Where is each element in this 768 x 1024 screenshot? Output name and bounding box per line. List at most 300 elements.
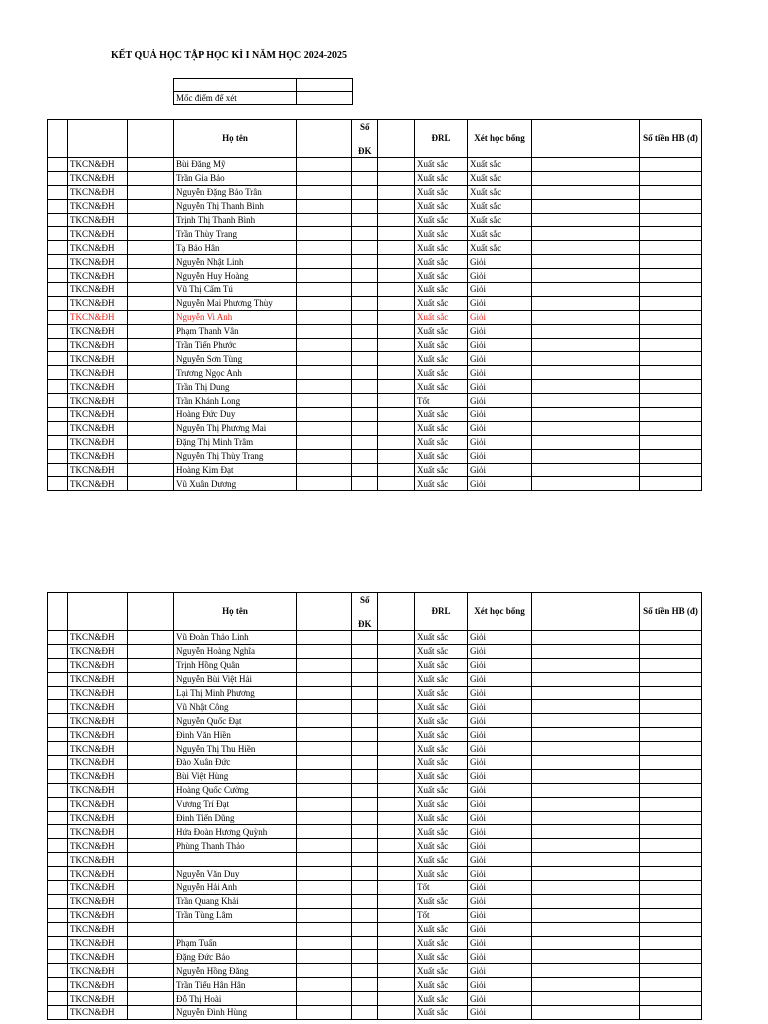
- row-blank-cell: [128, 658, 174, 672]
- row-blank-cell: [532, 185, 640, 199]
- row-blank-cell: [378, 338, 415, 352]
- row-blank-cell: [378, 978, 415, 992]
- sodk-cell: [352, 936, 378, 950]
- row-blank-cell: [297, 435, 352, 449]
- unit-cell: TKCN&ĐH: [68, 700, 128, 714]
- row-blank-cell: [532, 700, 640, 714]
- unit-cell: TKCN&ĐH: [68, 908, 128, 922]
- amount-cell: [640, 881, 702, 895]
- scholarship-cell: Giỏi: [468, 380, 532, 394]
- row-blank-cell: [297, 742, 352, 756]
- amount-cell: [640, 686, 702, 700]
- header-drl: ĐRL: [415, 120, 468, 158]
- table-row: [48, 255, 702, 269]
- row-blank-cell: [378, 853, 415, 867]
- amount-cell: [640, 742, 702, 756]
- scholarship-cell: Giỏi: [468, 881, 532, 895]
- row-blank-cell: [532, 394, 640, 408]
- drl-cell: Xuất sắc: [415, 992, 468, 1006]
- name-cell: Nguyễn Đặng Bảo Trân: [174, 185, 297, 199]
- sodk-cell: [352, 477, 378, 491]
- row-blank-cell: [297, 853, 352, 867]
- row-blank-cell: [128, 255, 174, 269]
- table-row: [48, 435, 702, 449]
- row-blank-cell: [378, 310, 415, 324]
- row-blank-cell: [378, 199, 415, 213]
- row-blank-cell: [48, 408, 68, 422]
- unit-cell: TKCN&ĐH: [68, 394, 128, 408]
- drl-cell: Tốt: [415, 908, 468, 922]
- row-blank-cell: [297, 185, 352, 199]
- scholarship-cell: Giỏi: [468, 964, 532, 978]
- unit-cell: TKCN&ĐH: [68, 241, 128, 255]
- sodk-cell: [352, 881, 378, 895]
- row-blank-cell: [532, 936, 640, 950]
- unit-cell: TKCN&ĐH: [68, 728, 128, 742]
- row-blank-cell: [532, 825, 640, 839]
- row-blank-cell: [48, 978, 68, 992]
- row-blank-cell: [297, 825, 352, 839]
- drl-cell: Xuất sắc: [415, 672, 468, 686]
- row-blank-cell: [297, 171, 352, 185]
- name-cell: [174, 853, 297, 867]
- name-cell: Tạ Bảo Hân: [174, 241, 297, 255]
- drl-cell: Xuất sắc: [415, 241, 468, 255]
- drl-cell: Xuất sắc: [415, 950, 468, 964]
- row-blank-cell: [128, 894, 174, 908]
- scholarship-cell: Giỏi: [468, 1006, 532, 1020]
- unit-cell: TKCN&ĐH: [68, 338, 128, 352]
- scholarship-cell: Giỏi: [468, 978, 532, 992]
- name-cell: Trần Thùy Trang: [174, 227, 297, 241]
- row-blank-cell: [378, 352, 415, 366]
- row-blank-cell: [48, 769, 68, 783]
- unit-cell: TKCN&ĐH: [68, 199, 128, 213]
- row-blank-cell: [378, 867, 415, 881]
- scholarship-cell: Xuất sắc: [468, 185, 532, 199]
- scholarship-cell: Giỏi: [468, 477, 532, 491]
- row-blank-cell: [532, 241, 640, 255]
- row-blank-cell: [297, 449, 352, 463]
- amount-cell: [640, 185, 702, 199]
- row-blank-cell: [532, 992, 640, 1006]
- amount-cell: [640, 1006, 702, 1020]
- row-blank-cell: [378, 686, 415, 700]
- unit-cell: TKCN&ĐH: [68, 366, 128, 380]
- row-blank-cell: [128, 352, 174, 366]
- page-title: KẾT QUẢ HỌC TẬP HỌC KÌ I NĂM HỌC 2024-2025: [111, 50, 348, 61]
- row-blank-cell: [378, 964, 415, 978]
- row-blank-cell: [297, 644, 352, 658]
- row-blank-cell: [297, 241, 352, 255]
- name-cell: Nguyễn Thị Thanh Bình: [174, 199, 297, 213]
- row-blank-cell: [48, 728, 68, 742]
- name-cell: Vũ Xuân Dương: [174, 477, 297, 491]
- unit-cell: TKCN&ĐH: [68, 227, 128, 241]
- row-blank-cell: [297, 839, 352, 853]
- row-blank-cell: [128, 380, 174, 394]
- amount-cell: [640, 700, 702, 714]
- row-blank-cell: [378, 783, 415, 797]
- row-blank-cell: [378, 894, 415, 908]
- sodk-cell: [352, 296, 378, 310]
- row-blank-cell: [48, 366, 68, 380]
- unit-cell: TKCN&ĐH: [68, 825, 128, 839]
- sodk-cell: [352, 978, 378, 992]
- table-row: [48, 394, 702, 408]
- row-blank-cell: [128, 324, 174, 338]
- row-blank-cell: [378, 756, 415, 770]
- row-blank-cell: [378, 421, 415, 435]
- table-row: [48, 908, 702, 922]
- table-row: [48, 380, 702, 394]
- table-row: [48, 324, 702, 338]
- row-blank-cell: [48, 936, 68, 950]
- scholarship-cell: Giỏi: [468, 992, 532, 1006]
- row-blank-cell: [532, 477, 640, 491]
- drl-cell: Xuất sắc: [415, 435, 468, 449]
- amount-cell: [640, 853, 702, 867]
- table-row: [48, 213, 702, 227]
- amount-cell: [640, 449, 702, 463]
- drl-cell: Xuất sắc: [415, 644, 468, 658]
- scholarship-cell: Giỏi: [468, 811, 532, 825]
- row-blank-cell: [532, 269, 640, 283]
- header-amount: Số tiền HB (đ): [640, 593, 702, 631]
- amount-cell: [640, 324, 702, 338]
- row-blank-cell: [297, 324, 352, 338]
- row-blank-cell: [48, 199, 68, 213]
- row-blank-cell: [378, 241, 415, 255]
- scholarship-cell: Giỏi: [468, 922, 532, 936]
- row-blank-cell: [532, 978, 640, 992]
- scholarship-cell: Giỏi: [468, 463, 532, 477]
- row-blank-cell: [48, 241, 68, 255]
- name-cell: Trương Ngọc Anh: [174, 366, 297, 380]
- unit-cell: TKCN&ĐH: [68, 310, 128, 324]
- drl-cell: Xuất sắc: [415, 463, 468, 477]
- sodk-cell: [352, 894, 378, 908]
- row-blank-cell: [297, 199, 352, 213]
- table-row: [48, 728, 702, 742]
- header-sodk-bottom: ĐK: [358, 619, 372, 629]
- unit-cell: TKCN&ĐH: [68, 853, 128, 867]
- scholarship-cell: Giỏi: [468, 756, 532, 770]
- header-blank: [532, 120, 640, 158]
- table-row: [48, 742, 702, 756]
- scholarship-cell: Giỏi: [468, 449, 532, 463]
- header-sodk: [352, 593, 378, 631]
- name-cell: Phùng Thanh Thảo: [174, 839, 297, 853]
- scholarship-cell: Giỏi: [468, 658, 532, 672]
- table-row: [48, 714, 702, 728]
- amount-cell: [640, 199, 702, 213]
- table-row: [48, 408, 702, 422]
- name-cell: Phạm Thanh Vân: [174, 324, 297, 338]
- row-blank-cell: [532, 380, 640, 394]
- scholarship-cell: Giỏi: [468, 825, 532, 839]
- table-row: [48, 1006, 702, 1020]
- table-row: [48, 658, 702, 672]
- sodk-cell: [352, 783, 378, 797]
- table-row: [48, 227, 702, 241]
- row-blank-cell: [48, 811, 68, 825]
- name-cell: Bùi Đăng Mỹ: [174, 158, 297, 172]
- threshold-row-blank: [174, 79, 353, 92]
- header-blank: [297, 120, 352, 158]
- amount-cell: [640, 171, 702, 185]
- name-cell: Trần Thị Dung: [174, 380, 297, 394]
- row-blank-cell: [378, 1006, 415, 1020]
- scholarship-cell: Giỏi: [468, 936, 532, 950]
- row-blank-cell: [532, 421, 640, 435]
- scholarship-cell: Giỏi: [468, 867, 532, 881]
- row-blank-cell: [48, 283, 68, 297]
- amount-cell: [640, 950, 702, 964]
- row-blank-cell: [48, 867, 68, 881]
- row-blank-cell: [532, 199, 640, 213]
- unit-cell: TKCN&ĐH: [68, 283, 128, 297]
- row-blank-cell: [297, 380, 352, 394]
- sodk-cell: [352, 366, 378, 380]
- row-blank-cell: [378, 936, 415, 950]
- row-blank-cell: [378, 435, 415, 449]
- scholarship-cell: Giỏi: [468, 352, 532, 366]
- row-blank-cell: [128, 797, 174, 811]
- sodk-cell: [352, 449, 378, 463]
- amount-cell: [640, 769, 702, 783]
- sodk-cell: [352, 839, 378, 853]
- name-cell: [174, 922, 297, 936]
- unit-cell: TKCN&ĐH: [68, 686, 128, 700]
- amount-cell: [640, 964, 702, 978]
- drl-cell: Xuất sắc: [415, 964, 468, 978]
- row-blank-cell: [532, 728, 640, 742]
- name-cell: Nguyễn Sơn Tùng: [174, 352, 297, 366]
- table-row: [48, 922, 702, 936]
- row-blank-cell: [297, 894, 352, 908]
- table-row: [48, 811, 702, 825]
- drl-cell: Tốt: [415, 881, 468, 895]
- row-blank-cell: [532, 867, 640, 881]
- unit-cell: TKCN&ĐH: [68, 352, 128, 366]
- sodk-cell: [352, 324, 378, 338]
- name-cell: Đỗ Thị Hoài: [174, 992, 297, 1006]
- amount-cell: [640, 658, 702, 672]
- sodk-cell: [352, 853, 378, 867]
- row-blank-cell: [378, 825, 415, 839]
- table-row: [48, 797, 702, 811]
- name-cell: Nguyễn Văn Duy: [174, 867, 297, 881]
- name-cell: Vương Trí Đạt: [174, 797, 297, 811]
- sodk-cell: [352, 700, 378, 714]
- drl-cell: Xuất sắc: [415, 769, 468, 783]
- unit-cell: TKCN&ĐH: [68, 742, 128, 756]
- row-blank-cell: [48, 171, 68, 185]
- row-blank-cell: [48, 950, 68, 964]
- header-drl: ĐRL: [415, 593, 468, 631]
- table-row: [48, 310, 702, 324]
- amount-cell: [640, 227, 702, 241]
- row-blank-cell: [532, 463, 640, 477]
- amount-cell: [640, 213, 702, 227]
- unit-cell: TKCN&ĐH: [68, 296, 128, 310]
- row-blank-cell: [378, 644, 415, 658]
- row-blank-cell: [128, 199, 174, 213]
- drl-cell: Xuất sắc: [415, 936, 468, 950]
- unit-cell: TKCN&ĐH: [68, 672, 128, 686]
- header-sodk-top: Số: [360, 595, 370, 605]
- row-blank-cell: [378, 255, 415, 269]
- sodk-cell: [352, 435, 378, 449]
- name-cell: Đặng Thị Minh Trâm: [174, 435, 297, 449]
- row-blank-cell: [48, 853, 68, 867]
- drl-cell: Xuất sắc: [415, 756, 468, 770]
- row-blank-cell: [297, 1006, 352, 1020]
- sodk-cell: [352, 185, 378, 199]
- row-blank-cell: [48, 449, 68, 463]
- table-row: [48, 825, 702, 839]
- drl-cell: Xuất sắc: [415, 227, 468, 241]
- scholarship-cell: Giỏi: [468, 296, 532, 310]
- drl-cell: Xuất sắc: [415, 158, 468, 172]
- row-blank-cell: [378, 394, 415, 408]
- row-blank-cell: [48, 324, 68, 338]
- results-table-2: [47, 592, 702, 1020]
- table-row: [48, 283, 702, 297]
- row-blank-cell: [378, 449, 415, 463]
- drl-cell: Xuất sắc: [415, 185, 468, 199]
- scholarship-cell: Giỏi: [468, 283, 532, 297]
- drl-cell: Xuất sắc: [415, 199, 468, 213]
- amount-cell: [640, 338, 702, 352]
- row-blank-cell: [378, 296, 415, 310]
- drl-cell: Xuất sắc: [415, 631, 468, 645]
- unit-cell: TKCN&ĐH: [68, 185, 128, 199]
- row-blank-cell: [48, 658, 68, 672]
- row-blank-cell: [48, 631, 68, 645]
- unit-cell: TKCN&ĐH: [68, 1006, 128, 1020]
- threshold-value[interactable]: [297, 92, 353, 105]
- scholarship-cell: Giỏi: [468, 324, 532, 338]
- table-row: [48, 769, 702, 783]
- row-blank-cell: [532, 644, 640, 658]
- unit-cell: TKCN&ĐH: [68, 435, 128, 449]
- name-cell: Hoàng Quốc Cường: [174, 783, 297, 797]
- row-blank-cell: [378, 908, 415, 922]
- row-blank-cell: [128, 185, 174, 199]
- row-blank-cell: [297, 213, 352, 227]
- row-blank-cell: [297, 255, 352, 269]
- table-row: [48, 199, 702, 213]
- amount-cell: [640, 839, 702, 853]
- row-blank-cell: [128, 338, 174, 352]
- row-blank-cell: [297, 978, 352, 992]
- row-blank-cell: [297, 227, 352, 241]
- row-blank-cell: [532, 811, 640, 825]
- row-blank-cell: [48, 421, 68, 435]
- row-blank-cell: [128, 672, 174, 686]
- header-blank: [532, 593, 640, 631]
- sodk-cell: [352, 338, 378, 352]
- row-blank-cell: [128, 366, 174, 380]
- amount-cell: [640, 936, 702, 950]
- row-blank-cell: [297, 158, 352, 172]
- drl-cell: Xuất sắc: [415, 352, 468, 366]
- name-cell: Trần Tiểu Hân Hân: [174, 978, 297, 992]
- row-blank-cell: [48, 783, 68, 797]
- row-blank-cell: [48, 742, 68, 756]
- header-blank: [48, 120, 68, 158]
- header-sodk-bottom: ĐK: [358, 146, 372, 156]
- row-blank-cell: [128, 867, 174, 881]
- drl-cell: Xuất sắc: [415, 213, 468, 227]
- drl-cell: Xuất sắc: [415, 324, 468, 338]
- header-row: [48, 120, 702, 158]
- sodk-cell: [352, 686, 378, 700]
- scholarship-cell: Giỏi: [468, 269, 532, 283]
- amount-cell: [640, 867, 702, 881]
- header-blank: [297, 593, 352, 631]
- table-row: [48, 964, 702, 978]
- amount-cell: [640, 435, 702, 449]
- drl-cell: Xuất sắc: [415, 1006, 468, 1020]
- row-blank-cell: [378, 171, 415, 185]
- row-blank-cell: [378, 839, 415, 853]
- sodk-cell: [352, 728, 378, 742]
- row-blank-cell: [297, 950, 352, 964]
- row-blank-cell: [297, 756, 352, 770]
- row-blank-cell: [297, 686, 352, 700]
- row-blank-cell: [297, 366, 352, 380]
- sodk-cell: [352, 992, 378, 1006]
- table-row: [48, 366, 702, 380]
- row-blank-cell: [378, 366, 415, 380]
- header-row: [48, 593, 702, 631]
- amount-cell: [640, 158, 702, 172]
- row-blank-cell: [48, 269, 68, 283]
- row-blank-cell: [48, 310, 68, 324]
- row-blank-cell: [378, 185, 415, 199]
- header-name: Họ tên: [174, 593, 297, 631]
- row-blank-cell: [378, 992, 415, 1006]
- name-cell: Nguyễn Nhật Linh: [174, 255, 297, 269]
- scholarship-cell: Giỏi: [468, 894, 532, 908]
- row-blank-cell: [297, 394, 352, 408]
- name-cell: Đinh Tiến Dũng: [174, 811, 297, 825]
- table-row: [48, 756, 702, 770]
- row-blank-cell: [48, 213, 68, 227]
- amount-cell: [640, 394, 702, 408]
- row-blank-cell: [48, 644, 68, 658]
- row-blank-cell: [532, 324, 640, 338]
- unit-cell: TKCN&ĐH: [68, 408, 128, 422]
- scholarship-cell: Giỏi: [468, 255, 532, 269]
- row-blank-cell: [48, 1006, 68, 1020]
- scholarship-cell: Giỏi: [468, 700, 532, 714]
- name-cell: Trần Tiến Phước: [174, 338, 297, 352]
- amount-cell: [640, 978, 702, 992]
- sodk-cell: [352, 769, 378, 783]
- sodk-cell: [352, 714, 378, 728]
- row-blank-cell: [48, 296, 68, 310]
- drl-cell: Xuất sắc: [415, 922, 468, 936]
- unit-cell: TKCN&ĐH: [68, 881, 128, 895]
- unit-cell: TKCN&ĐH: [68, 756, 128, 770]
- row-blank-cell: [297, 769, 352, 783]
- drl-cell: Xuất sắc: [415, 296, 468, 310]
- sodk-cell: [352, 380, 378, 394]
